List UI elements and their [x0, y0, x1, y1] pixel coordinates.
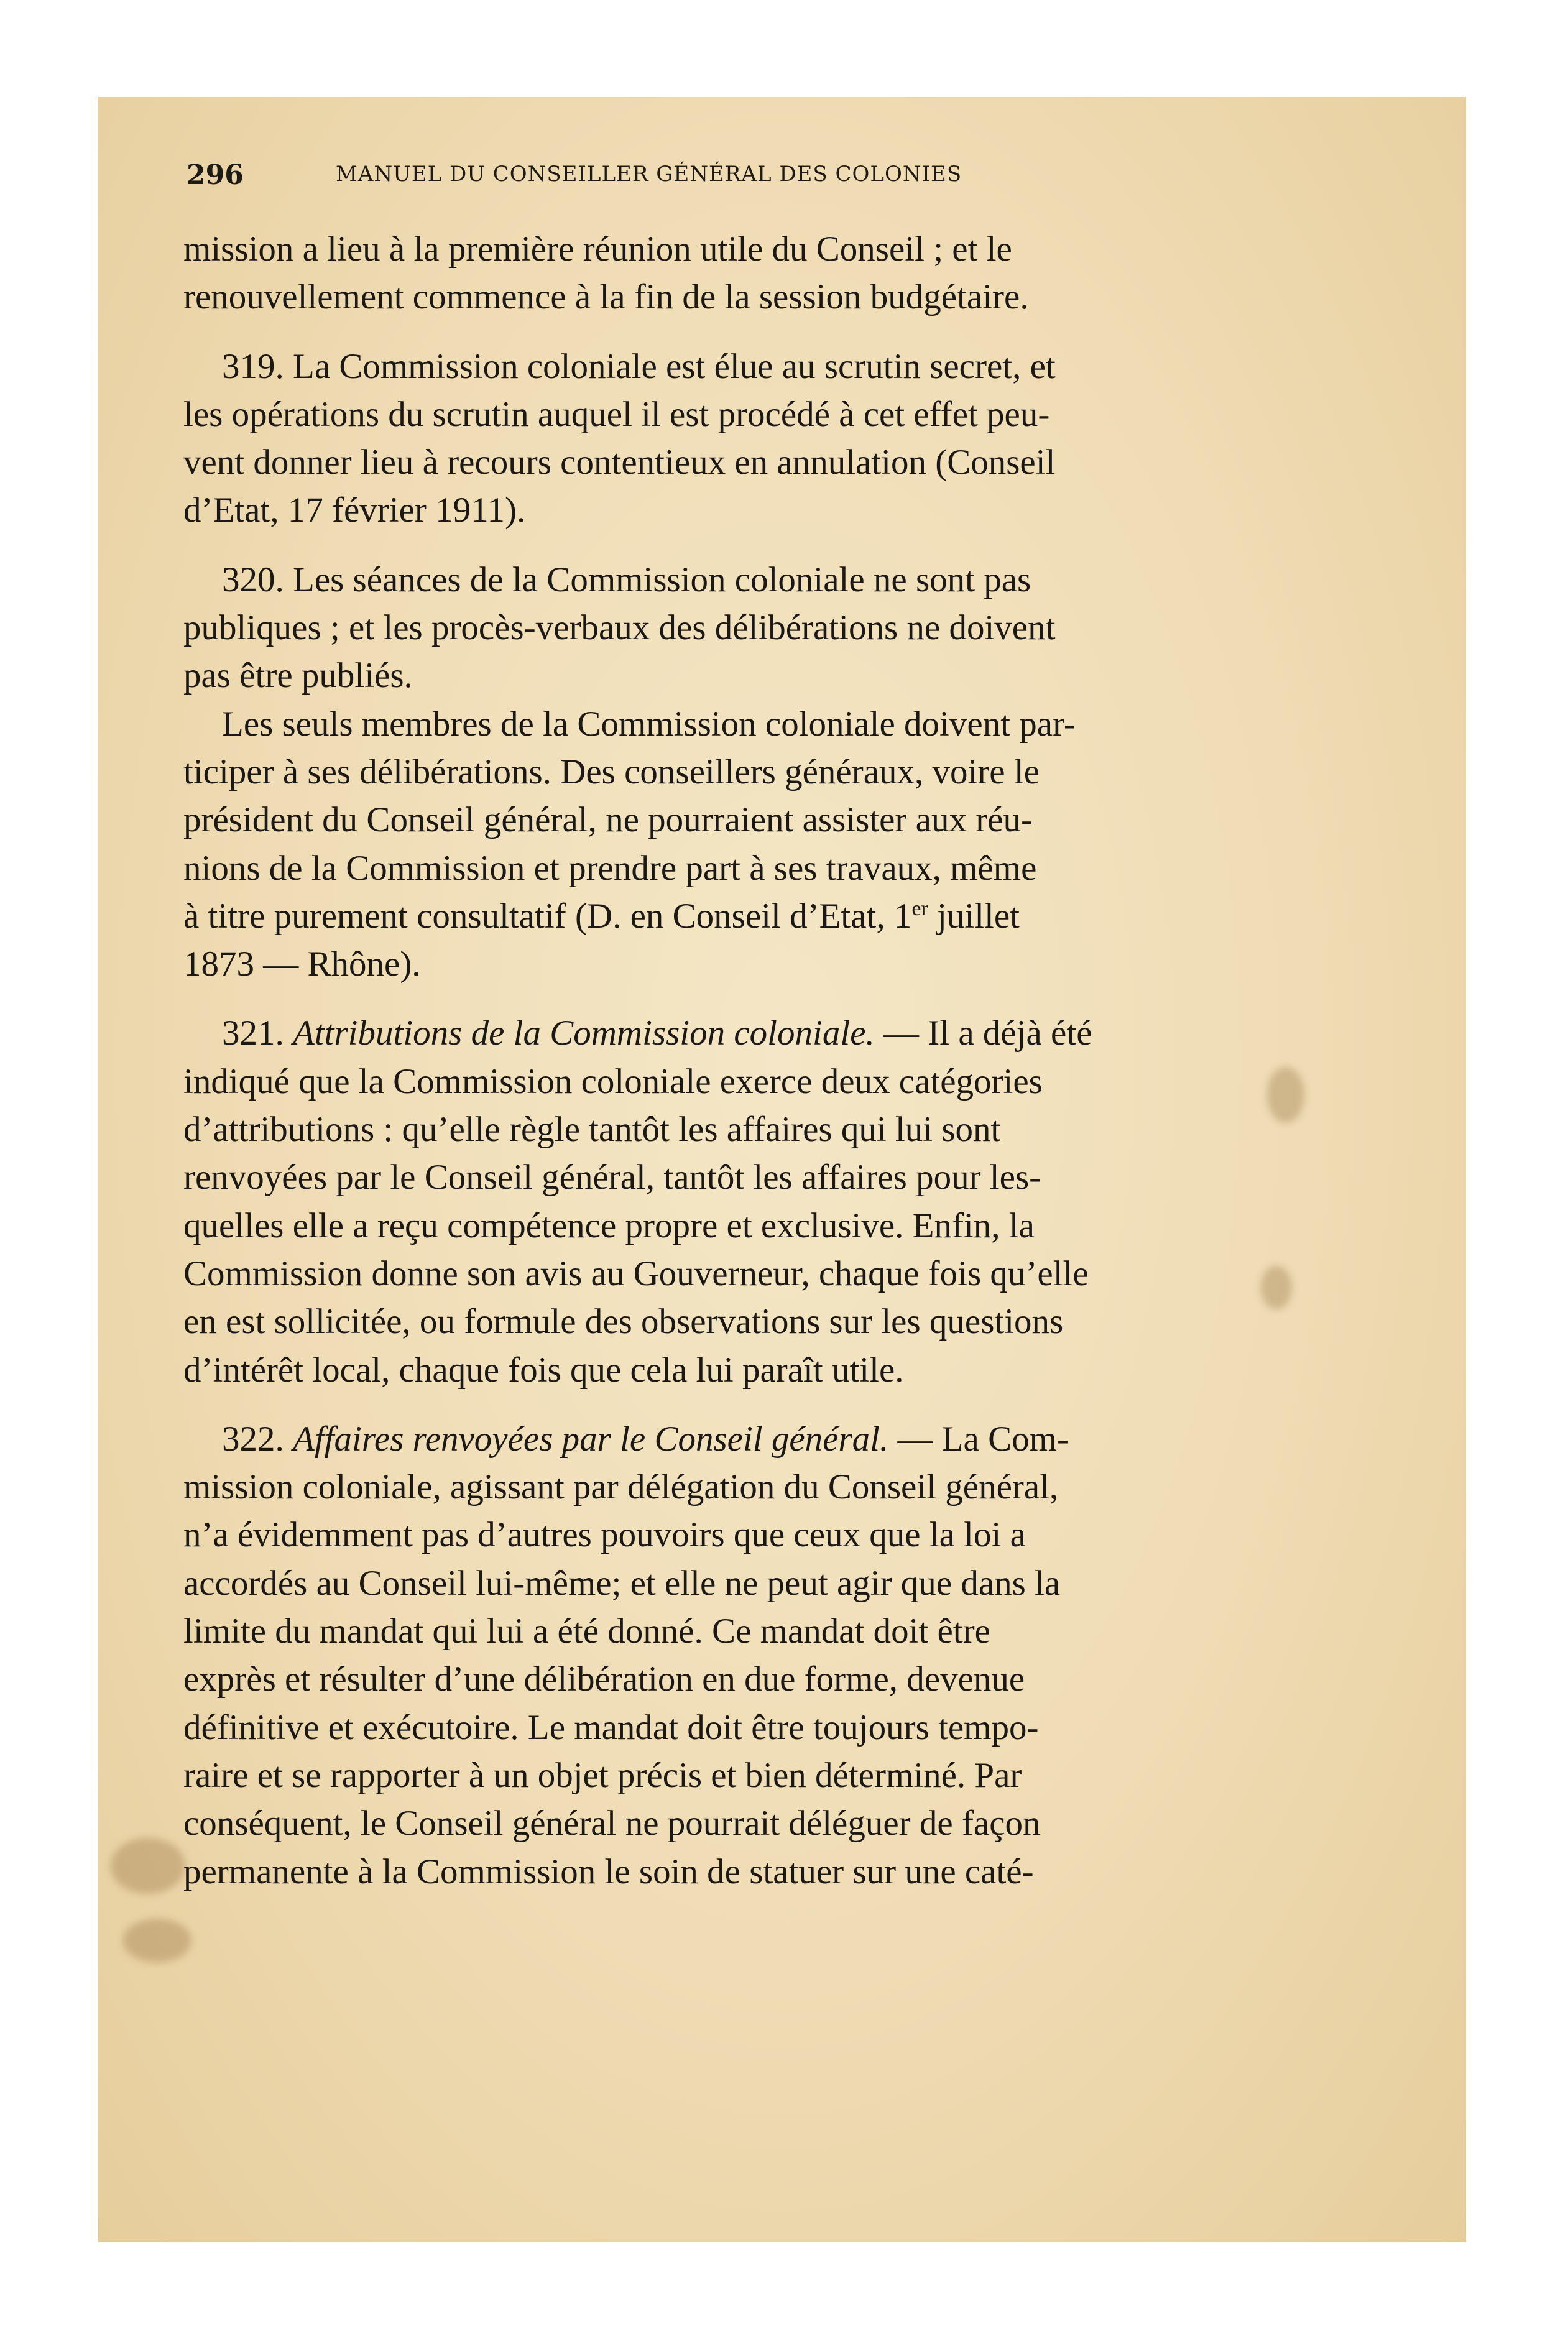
paragraph-322 [183, 1415, 1290, 1896]
paragraph-number: 322. [222, 1419, 284, 1459]
text-line: La Commission coloniale est élue au scrutin secret, et [293, 346, 1056, 386]
paragraph-319 [183, 343, 1290, 535]
page-body [183, 225, 1290, 1896]
paragraph-number: 321. [222, 1013, 284, 1053]
paragraph-number: 320. [222, 560, 284, 599]
paragraph-number: 319. [222, 346, 284, 386]
text-line: vent donner lieu à recours contentieux en annulation (Conseil [183, 443, 1056, 482]
paragraph-320-continued [183, 700, 1290, 989]
paragraph-320 [183, 556, 1290, 700]
paragraph-text: Les seuls membres de la Commission coloniale doivent par- ticiper à ses délibérations. Des conseillers généraux, voire le président du Conseil général, ne pourraient assister aux réu- nions de la Commission et prendre part à ses travaux, même à titre purement consultatif (D. en Conseil d’Etat, 1 [183, 704, 1076, 936]
paragraph-321 [183, 1009, 1290, 1393]
stain-mark [123, 1919, 191, 1962]
text-line: mission a lieu à la première réunion utile du Conseil ; et le [183, 229, 1012, 269]
section-heading: Attributions de la Commission coloniale. [293, 1013, 875, 1053]
text-line: pas être publiés. [183, 656, 413, 696]
superscript-ordinal: er [911, 897, 928, 920]
text-line: d’Etat, 17 février 1911). [183, 491, 526, 530]
paragraph-text: — La Com- mission coloniale, agissant par délégation du Conseil général, n’a évidemment pas d’autres pouvoirs que ceux que la loi a accordés au Conseil lui-même; et elle ne peut agir que dans la limite du mandat qui lui a été donné. Ce mandat doit être exprès et résulter d’une délibération en due forme, devenue définitive et exécutoire. Le mandat doit être toujours tempo- raire et se rapporter à un objet précis et bien déterminé. Par conséquent, le Conseil général ne pourrait déléguer de façon permanente à la Commission le soin de statuer sur une caté- [183, 1419, 1069, 1891]
paragraph-continuation [183, 225, 1290, 321]
paragraph-text: juillet 1873 — Rhône). [183, 896, 1020, 984]
page-number: 296 [187, 159, 244, 191]
running-title: MANUEL DU CONSEILLER GÉNÉRAL DES COLONIES [336, 162, 962, 187]
text-line: les opérations du scrutin auquel il est procédé à cet effet peu- [183, 394, 1050, 434]
text-line: publiques ; et les procès-verbaux des délibérations ne doivent [183, 608, 1056, 648]
text-line: renouvellement commence à la fin de la session budgétaire. [183, 277, 1029, 317]
text-line: Les séances de la Commission coloniale ne sont pas [293, 560, 1031, 599]
stain-mark [111, 1838, 185, 1894]
section-heading: Affaires renvoyées par le Conseil général. [293, 1419, 889, 1459]
paragraph-text: — Il a déjà été indiqué que la Commission coloniale exerce deux catégories d’attributions : qu’elle règle tantôt les affaires qui lui sont renvoyées par le Conseil général, tantôt les affaires pour les- quelles elle a reçu compétence propre et exclusive. Enfin, la Commission donne son avis au Gouverneur, chaque fois qu’elle en est sollicitée, ou formule des observations sur les questions d’intérêt local, chaque fois que cela lui paraît utile. [183, 1013, 1092, 1390]
